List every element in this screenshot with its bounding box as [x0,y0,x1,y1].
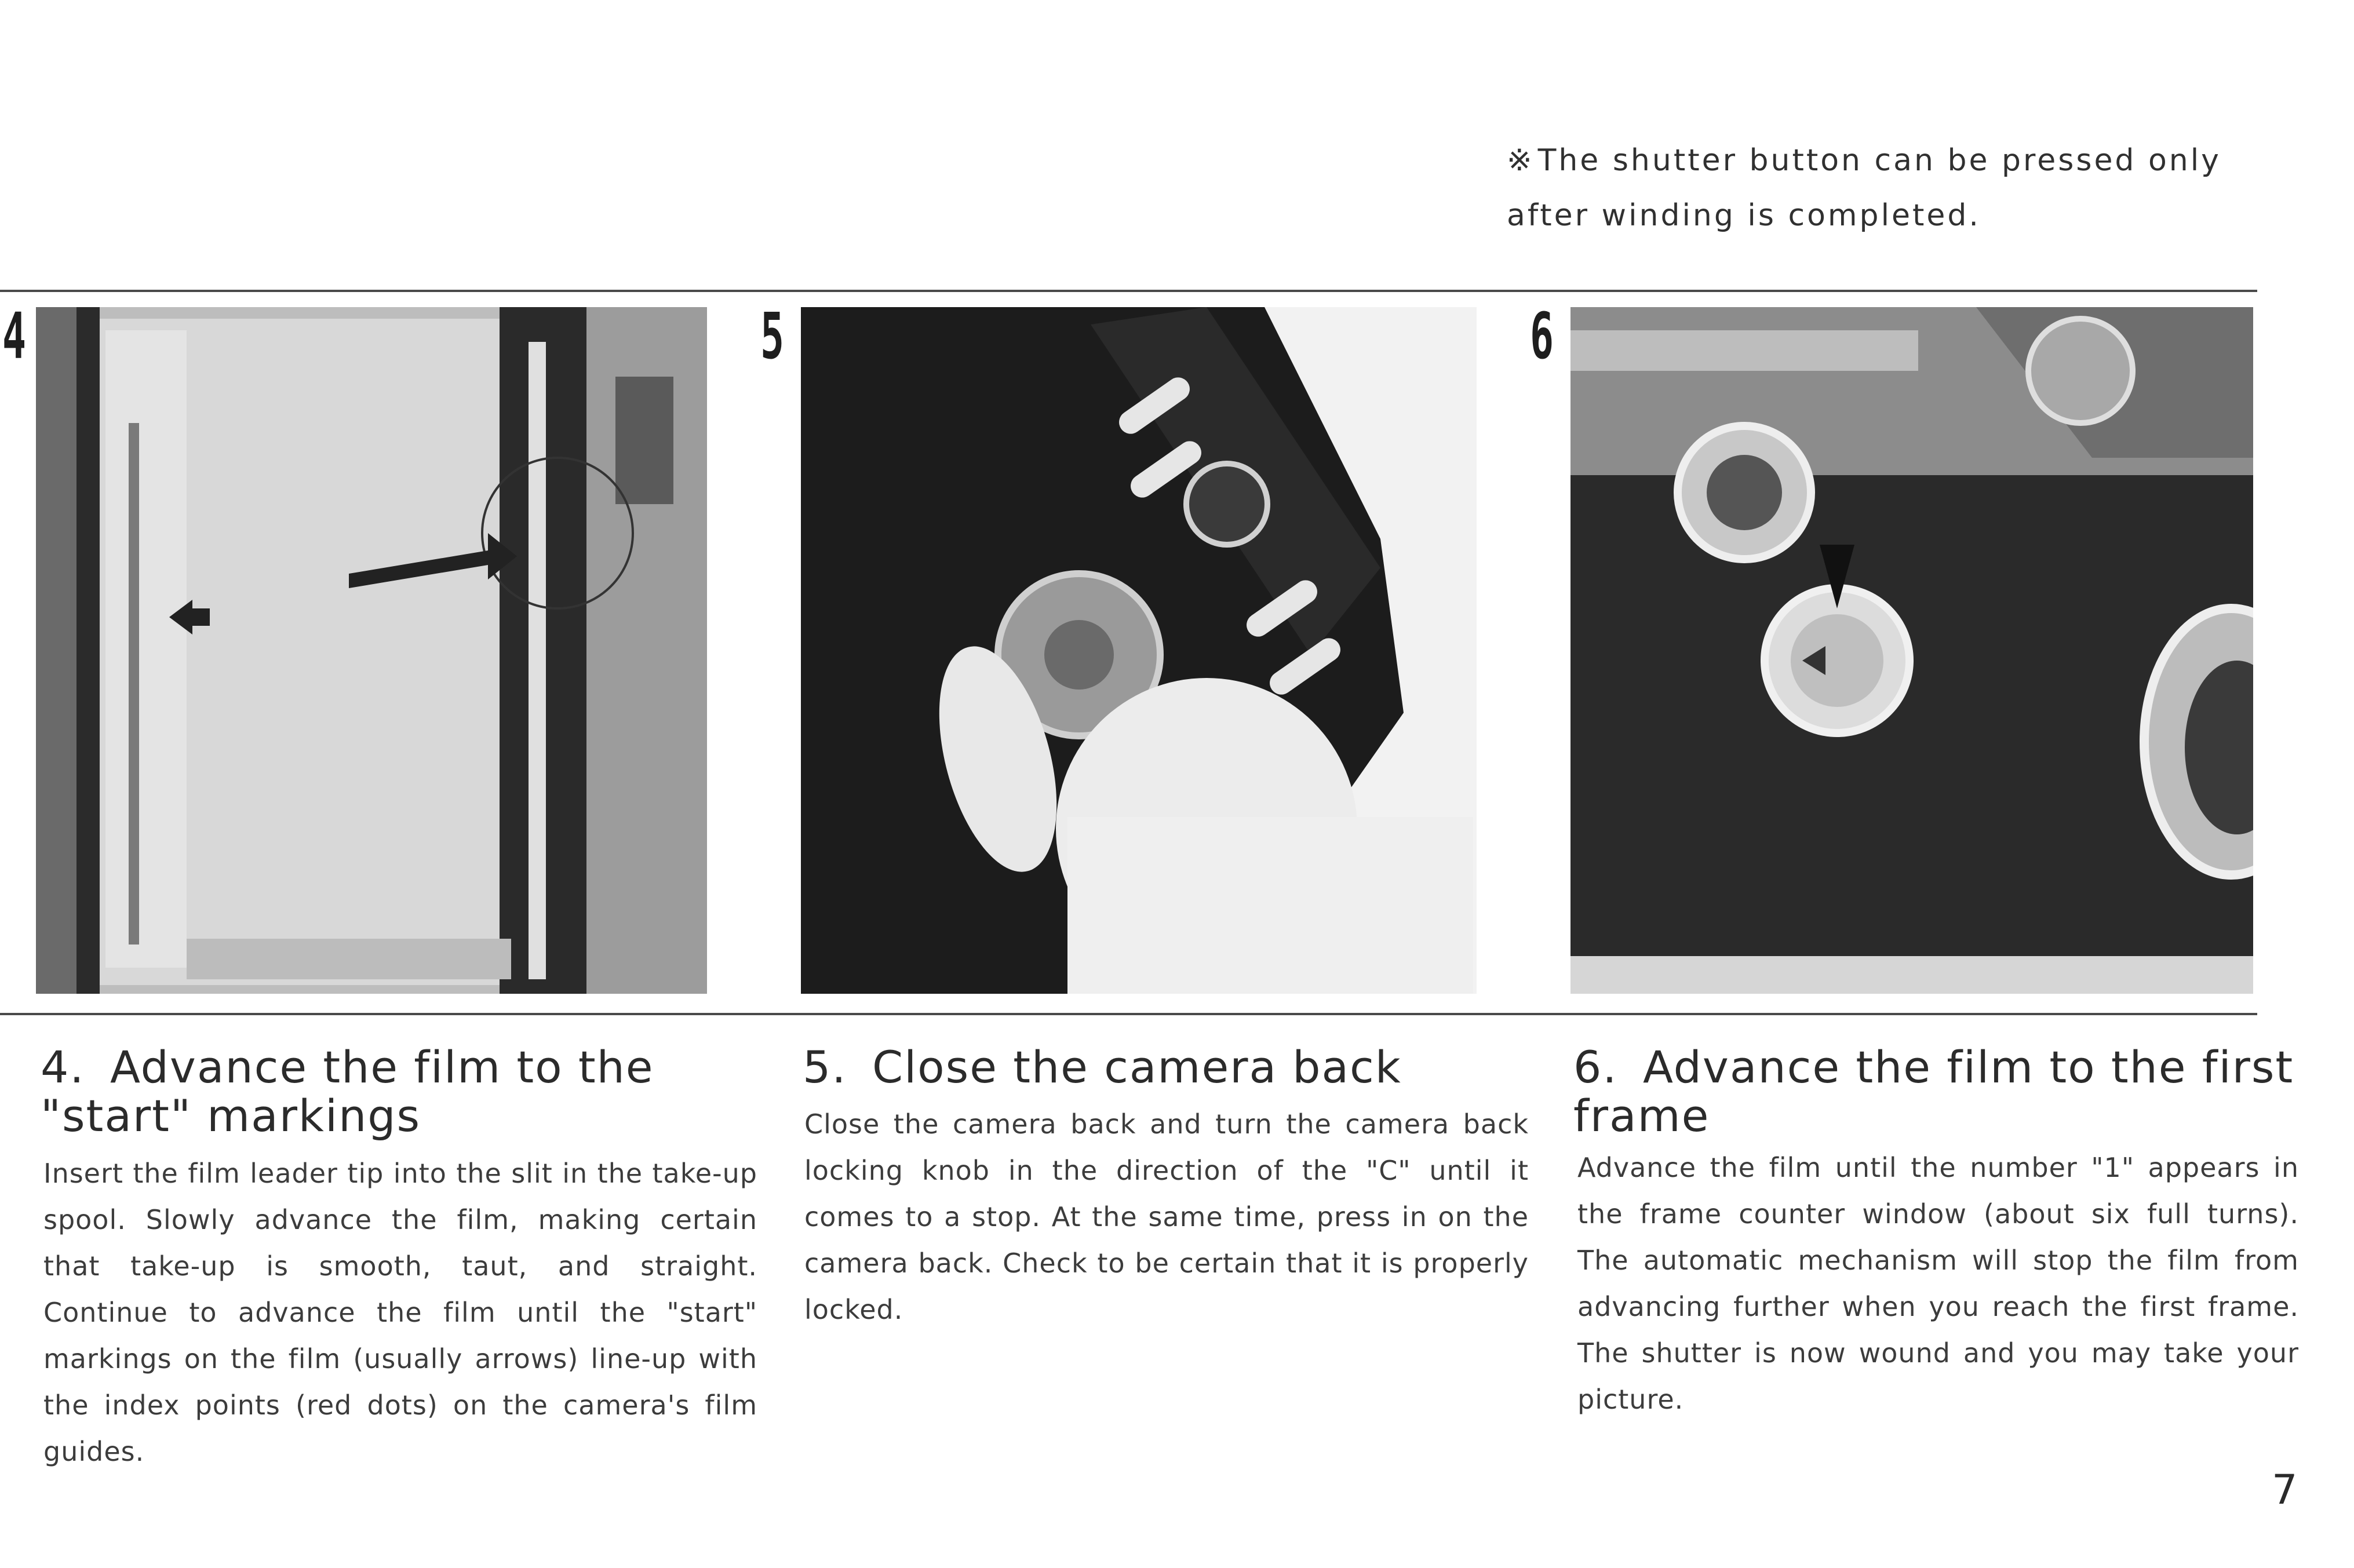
camera-back-lock-illustration [801,307,1477,994]
step-6-heading-number: 6. [1573,1041,1618,1093]
step-5-heading [803,1043,1533,1092]
step-6-heading [1573,1043,2298,1140]
step-4-heading-text: Advance the film to the "start" markings [41,1041,654,1142]
shutter-note-text: The shutter button can be pressed only after winding is completed. [1507,143,2221,233]
step-6-number: 6 [1530,299,1554,373]
top-divider [0,290,2257,292]
frame-counter-illustration [1570,307,2253,994]
film-loading-photo [36,307,707,994]
step-5-body: Close the camera back and turn the camera back locking knob in the direction of the "C" until it comes to a stop. At the same time, press in on the camera back. Check to be certain that it is properly locked. [804,1108,1529,1325]
camera-back-lock-photo [801,307,1477,994]
step-5-heading-number: 5. [803,1041,847,1093]
reference-mark-icon: ※ [1507,143,1535,178]
step-6-heading-text: Advance the film to the first frame [1573,1041,2294,1142]
frame-counter-photo [1570,307,2253,994]
bottom-divider [0,1013,2257,1015]
step-4-heading-number: 4. [41,1041,85,1093]
page-number: 7 [2272,1466,2298,1514]
step-4-number: 4 [2,299,27,373]
step-5-heading-text: Close the camera back [872,1041,1402,1093]
shutter-note [1507,133,2260,243]
step-4-body: Insert the film leader tip into the slit in the take-up spool. Slowly advance the film, making certain that take-up is smooth, taut, and straight. Continue to advance the film until the "start" markings on the film (usually arrows) line-up with the index points (red dots) on the camera's film guides. [43,1158,757,1467]
step-4-heading [41,1043,759,1140]
film-loading-illustration [36,307,707,994]
step-6-body: Advance the film until the number "1" appears in the frame counter window (about six full turns). The automatic mechanism will stop the film from advancing further when you reach the first frame. The shutter is now wound and you may take your picture. [1577,1152,2299,1415]
step-5-number: 5 [760,299,785,373]
